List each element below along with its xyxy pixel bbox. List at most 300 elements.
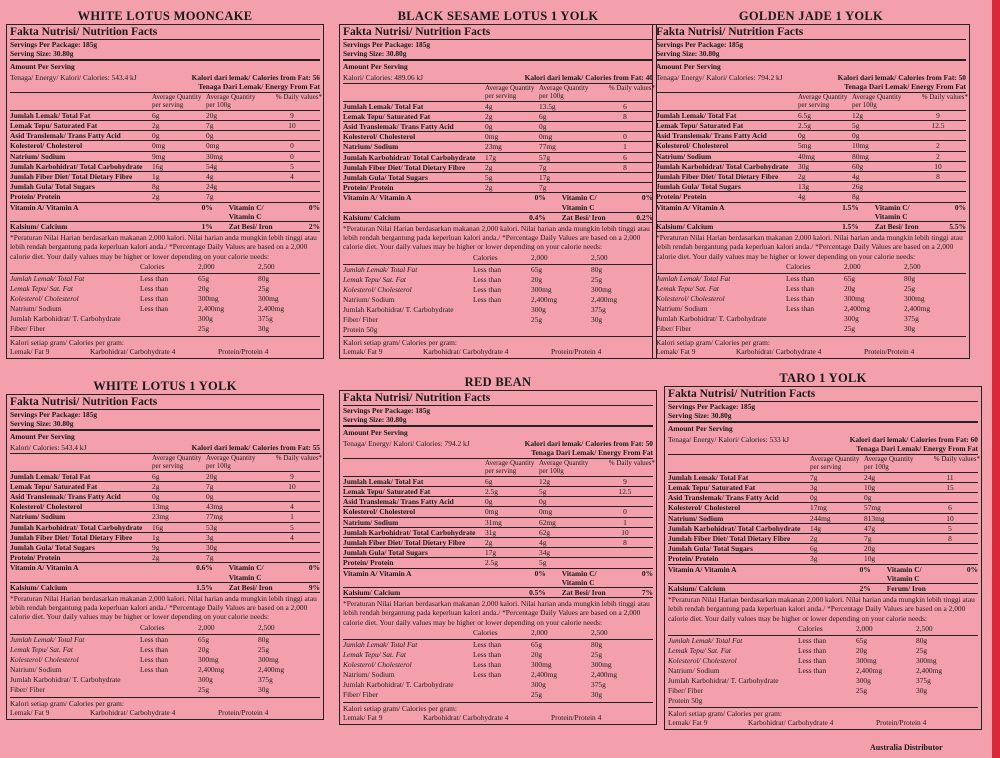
calories-per-gram-values xyxy=(10,347,320,356)
daily-table-cell: 300g xyxy=(531,304,546,314)
per-100g-value: 0g xyxy=(864,493,872,503)
nutrient-row xyxy=(343,112,653,122)
per-serving-value: 2g xyxy=(152,481,160,491)
facts-heading: Fakta Nutrisi/ Nutrition Facts xyxy=(10,26,320,40)
calories-per-gram xyxy=(343,702,653,722)
nutrient-row xyxy=(668,483,978,493)
daily-table-cell: 2,400mg xyxy=(844,303,871,313)
nutrient-row xyxy=(10,111,320,121)
iron-label: Zat Besi/ Iron xyxy=(874,222,919,232)
daily-table-cell: Lemak Tepu/ Sat. Fat xyxy=(668,645,731,655)
col-per-serving: Average Quantity per serving xyxy=(152,93,202,110)
daily-table-cell: Kolesterol/ Cholesterol xyxy=(10,654,79,664)
protein-per-gram: Protein/Protein 4 xyxy=(876,718,927,728)
serving-size: Serving Size: 30.80g xyxy=(668,411,732,421)
daily-table-head-cell xyxy=(343,628,473,638)
energy-from-fat: Tenaga Dari Lemak/ Energy From Fat xyxy=(198,81,320,91)
carb-per-gram: Karbohidrat/ Carbohydrate 4 xyxy=(736,347,822,357)
nutrient-label: Asid Translemak/ Trans Fatty Acid xyxy=(10,492,121,502)
daily-value: 5 xyxy=(290,522,294,532)
nutrient-row xyxy=(668,524,978,534)
per-serving-value: 2g xyxy=(485,183,493,193)
daily-value-note: *Peraturan Nilai Harian berdasarkan makanan 2,000 kalori. Nilai harian anda mungkin lebih tinggi atau lebih rendah bergantung pada keperluan kalori anda./ *Percentage Daily Values are based on a 2,000 calorie diet. Your daily values may be higher or lower depending on your calorie needs: xyxy=(10,233,317,261)
per-100g-value: 3g xyxy=(206,532,214,542)
daily-value: 0 xyxy=(290,151,294,161)
daily-table-cell: Less than xyxy=(473,274,502,284)
protein-extra: Protein 50g xyxy=(668,695,703,705)
daily-table-cell: 2,400mg xyxy=(258,303,285,313)
per-100g-value: 24g xyxy=(864,472,876,482)
calories-from-fat: Kalori dari lemak/ Calories from Fat: 50 xyxy=(524,438,653,448)
daily-table-cell: Jumlah Karbohidrat/ T. Carbohydrate xyxy=(343,679,454,689)
daily-table-cell: 30g xyxy=(591,314,603,324)
col-daily-value: % Daily values* xyxy=(608,459,655,468)
carb-per-gram: Karbohidrat/ Carbohydrate 4 xyxy=(423,713,509,723)
per-100g-value: 7g xyxy=(539,183,547,193)
calories-per-gram xyxy=(10,336,320,356)
nutrient-row xyxy=(343,163,653,173)
daily-table-head-cell: Calories xyxy=(140,261,165,271)
per-serving-value: 31g xyxy=(485,527,497,537)
daily-table-cell: Natrium/ Sodium xyxy=(10,664,62,674)
facts-heading: Fakta Nutrisi/ Nutrition Facts xyxy=(10,396,320,410)
daily-table-cell: 375g xyxy=(591,304,606,314)
calories-per-gram-values xyxy=(343,713,653,722)
daily-table-cell: 2,400mg xyxy=(258,664,285,674)
daily-value xyxy=(262,182,322,191)
vitamin-a-label: Vitamin A/ Vitamin A xyxy=(343,568,412,578)
daily-table-cell: Less than xyxy=(473,639,502,649)
col-per-100g: Average Quantity per 100g xyxy=(539,83,589,101)
nutrient-label: Natrium/ Sodium xyxy=(656,151,712,161)
daily-table xyxy=(10,273,320,334)
nutrient-row xyxy=(10,192,320,202)
daily-table-cell: 300mg xyxy=(258,293,279,303)
vitamin-a-value: 0% xyxy=(534,193,546,203)
per-100g-value: 10g xyxy=(864,554,876,564)
daily-table-head-cell: 2,000 xyxy=(856,623,873,633)
daily-table-cell: 375g xyxy=(916,675,931,685)
energy-from-fat: Tenaga Dari Lemak/ Energy From Fat xyxy=(844,81,966,91)
nutrient-label: Jumlah Lemak/ Total Fat xyxy=(343,101,424,111)
iron-label: Zat Besi/ Iron xyxy=(561,588,606,598)
nutrition-facts-box xyxy=(339,24,657,359)
daily-table-cell: Less than xyxy=(473,294,502,304)
daily-table-cell: 20g xyxy=(844,283,856,293)
per-serving-value: 2g xyxy=(485,111,493,121)
nutrient-row xyxy=(656,172,966,182)
daily-table-cell: 20g xyxy=(531,274,543,284)
daily-table-cell: Natrium/ Sodium xyxy=(343,294,395,304)
nutrient-row xyxy=(668,544,978,554)
calcium-value: 2% xyxy=(859,584,871,594)
daily-table-cell: 65g xyxy=(198,273,210,283)
column-header xyxy=(343,459,653,477)
daily-table-cell xyxy=(140,314,198,324)
daily-table-cell xyxy=(140,324,198,334)
nutrient-label: Kolesterol/ Cholesterol xyxy=(668,503,741,513)
daily-table-cell xyxy=(473,315,531,325)
daily-table-cell: Jumlah Karbohidrat/ T. Carbohydrate xyxy=(668,675,779,685)
daily-table-cell: 65g xyxy=(198,634,210,644)
fat-calories xyxy=(818,435,978,453)
per-100g-value: 77mg xyxy=(206,512,223,522)
nutrient-row xyxy=(10,502,320,512)
daily-value: 4 xyxy=(290,172,294,182)
daily-table-cell: 25g xyxy=(198,323,210,333)
mineral-row xyxy=(10,222,320,232)
vitamin-a-value: 1.5% xyxy=(842,202,859,212)
vitamin-c-value: 0% xyxy=(308,563,320,573)
nutrient-row xyxy=(343,507,653,517)
daily-table-cell: 2,400mg xyxy=(198,664,225,674)
red-edge-strip xyxy=(992,0,1000,758)
daily-table-head-cell: Calories xyxy=(473,252,498,262)
calcium-value: 0.5% xyxy=(529,588,546,598)
daily-value xyxy=(262,492,322,501)
iron-value: 2% xyxy=(308,222,320,232)
per-100g-value: 54g xyxy=(206,161,218,171)
mineral-row xyxy=(10,583,320,593)
panel-title: TARO 1 YOLK xyxy=(779,371,867,385)
vitamin-row xyxy=(10,203,320,222)
vitamin-row xyxy=(343,193,653,212)
panel-title: GOLDEN JADE 1 YOLK xyxy=(738,9,884,23)
nutrient-label: Natrium/ Sodium xyxy=(343,142,399,152)
nutrient-label: Jumlah Fiber Diet/ Total Dietary Fibre xyxy=(10,532,133,542)
per-100g-value: 5g xyxy=(852,121,860,131)
nutrient-label: Asid Translemak/ Trans Fatty Acid xyxy=(343,497,454,507)
calcium-label: Kalsium/ Calcium xyxy=(656,222,714,232)
daily-table-cell: 300mg xyxy=(198,293,219,303)
per-100g-value: 17g xyxy=(539,173,551,183)
daily-table-cell: 80g xyxy=(904,273,916,283)
col-per-serving: Average Quantity per serving xyxy=(810,455,860,472)
nutrient-label: Jumlah Fiber Diet/ Total Dietary Fibre xyxy=(343,538,466,548)
daily-table-cell: Less than xyxy=(473,264,502,274)
daily-table-head-cell: 2,500 xyxy=(904,261,921,271)
daily-table-cell: 300mg xyxy=(591,284,612,294)
protein-per-gram: Protein/Protein 4 xyxy=(864,347,915,357)
vitamin-c-label: Vitamin C/ Vitamin C xyxy=(886,564,922,583)
daily-table-cell: Less than xyxy=(140,283,169,293)
per-serving-value: 5mg xyxy=(798,141,812,151)
col-per-serving: Average Quantity per serving xyxy=(152,453,202,471)
daily-table-cell: Kolesterol/ Cholesterol xyxy=(10,293,79,303)
daily-table-head-cell: Calories xyxy=(786,261,811,271)
energy-calories: Kalori/ Calories: 489.06 kJ xyxy=(343,72,424,82)
per-100g-value: 7g xyxy=(206,121,214,131)
daily-table-cell xyxy=(786,324,844,334)
daily-value: 15 xyxy=(946,483,954,493)
nutrient-label: Jumlah Lemak/ Total Fat xyxy=(656,110,737,120)
nutrient-label: Jumlah Fiber Diet/ Total Dietary Fibre xyxy=(343,162,466,172)
per-serving-value: 4g xyxy=(798,192,806,202)
per-100g-value: 57mg xyxy=(864,503,881,513)
daily-value: 0 xyxy=(623,507,627,517)
daily-table xyxy=(656,273,966,334)
per-serving-value: 13mg xyxy=(152,502,169,512)
per-serving-value: 1g xyxy=(152,172,160,182)
energy-calories: Tenaga/ Energy/ Kalori/ Calories: 794.2 kJ xyxy=(343,438,470,448)
vitamin-c-value: 0% xyxy=(308,202,320,212)
nutrient-label: Jumlah Karbohidrat/ Total Carbohydrate xyxy=(10,522,143,532)
per-100g-value: 30g xyxy=(206,543,218,553)
daily-value xyxy=(595,173,655,182)
daily-table-cell: 80g xyxy=(258,273,270,283)
nutrient-row xyxy=(656,152,966,162)
per-100g-value: 0mg xyxy=(539,507,553,517)
daily-table-cell: 375g xyxy=(904,313,919,323)
divider xyxy=(668,421,978,423)
nutrient-label: Protein/ Protein xyxy=(668,554,719,564)
daily-table-head-cell: 2,500 xyxy=(258,261,275,271)
per-serving-value: 6.5g xyxy=(798,110,811,120)
daily-value: 10 xyxy=(621,527,629,537)
daily-table-cell: 80g xyxy=(591,264,603,274)
facts-heading: Fakta Nutrisi/ Nutrition Facts xyxy=(343,26,653,40)
vitamin-c-label: Vitamin C/ Vitamin C xyxy=(561,568,597,587)
col-empty xyxy=(343,84,485,101)
nutrient-row xyxy=(343,102,653,112)
col-per-100g: Average Quantity per 100g xyxy=(864,455,914,472)
per-serving-value: 0mg xyxy=(485,507,499,517)
vitamin-row xyxy=(668,565,978,584)
energy-calories: Tenaga/ Energy/ Kalori/ Calories: 533 kJ xyxy=(668,434,790,444)
daily-table-cell: 2,400mg xyxy=(916,665,943,675)
vitamin-row xyxy=(10,563,320,582)
iron-value: 5.5% xyxy=(949,222,966,232)
nutrient-row xyxy=(656,192,966,202)
fat-calories xyxy=(493,439,653,457)
column-header xyxy=(343,84,653,102)
nutrient-row xyxy=(10,472,320,482)
nutrient-label: Jumlah Gula/ Total Sugars xyxy=(10,182,95,192)
per-serving-value: 2g xyxy=(152,192,160,202)
vitamin-a-label: Vitamin A/ Vitamin A xyxy=(10,563,79,573)
per-100g-value: 80mg xyxy=(852,151,869,161)
daily-table-cell: 80g xyxy=(916,635,928,645)
daily-table-cell: 300g xyxy=(844,313,859,323)
column-header xyxy=(656,93,966,111)
divider xyxy=(343,59,653,61)
daily-value: 1 xyxy=(290,512,294,522)
daily-value: 10 xyxy=(288,121,296,131)
daily-table-cell: 25g xyxy=(916,645,928,655)
per-100g-value: 47g xyxy=(864,523,876,533)
serving-size: Serving Size: 30.80g xyxy=(343,415,407,425)
nutrient-label: Jumlah Gula/ Total Sugars xyxy=(343,548,428,558)
daily-table-cell: 300mg xyxy=(591,659,612,669)
daily-table-cell: Kolesterol/ Cholesterol xyxy=(668,655,737,665)
daily-table-cell: 25g xyxy=(904,283,916,293)
nutrition-panel xyxy=(339,374,657,725)
daily-table-cell: 2,400mg xyxy=(531,294,558,304)
per-serving-value: 17g xyxy=(485,152,497,162)
calories-from-fat: Kalori dari lemak/ Calories from Fat: 40 xyxy=(524,72,653,82)
column-header xyxy=(10,93,320,111)
daily-table-head-cell: 2,000 xyxy=(198,622,215,632)
daily-table-cell: 300mg xyxy=(258,654,279,664)
col-per-serving: Average Quantity per serving xyxy=(798,93,848,110)
nutrient-row xyxy=(668,534,978,544)
daily-value: 1 xyxy=(623,142,627,152)
energy-from-fat: Tenaga Dari Lemak/ Energy From Fat xyxy=(856,443,978,453)
nutrient-row xyxy=(343,528,653,538)
nutrient-row xyxy=(10,141,320,151)
daily-table-cell: 25g xyxy=(591,274,603,284)
nutrient-row xyxy=(656,131,966,141)
daily-table-cell: Jumlah Karbohidrat/ T. Carbohydrate xyxy=(343,304,454,314)
daily-table-cell: 300mg xyxy=(844,293,865,303)
vitamin-c-label: Vitamin C/ Vitamin C xyxy=(228,563,264,582)
fat-calories xyxy=(806,73,966,91)
calories-per-gram-values xyxy=(343,347,653,356)
daily-table xyxy=(10,634,320,695)
per-serving-value: 0g xyxy=(152,131,160,141)
daily-value xyxy=(262,131,322,140)
iron-label: Zat Besi/ Iron xyxy=(228,222,273,232)
daily-table-cell: 2,400mg xyxy=(591,294,618,304)
daily-table-cell: Less than xyxy=(140,634,169,644)
daily-table-head-cell: 2,000 xyxy=(531,627,548,637)
daily-table-cell: 25g xyxy=(258,283,270,293)
iron-label: Zat Besi/ Iron xyxy=(561,212,606,222)
daily-table-cell: 300mg xyxy=(531,284,552,294)
per-100g-value: 6g xyxy=(539,111,547,121)
per-serving-value: 2g xyxy=(152,121,160,131)
daily-table-head-cell: 2,000 xyxy=(844,261,861,271)
nutrient-row xyxy=(668,554,978,564)
nutrition-facts-box xyxy=(6,24,324,359)
divider xyxy=(343,425,653,427)
per-100g-value: 5g xyxy=(539,487,547,497)
nutrient-row xyxy=(343,142,653,152)
per-100g-value: 5g xyxy=(539,558,547,568)
daily-table-head-cell: 2,500 xyxy=(916,623,933,633)
col-daily-value: % Daily values* xyxy=(608,83,655,92)
calories-from-fat: Kalori dari lemak/ Calories from Fat: 60 xyxy=(849,434,978,444)
vitamin-a-label: Vitamin A/ Vitamin A xyxy=(656,202,725,212)
daily-value-note: *Peraturan Nilai Harian berdasarkan makanan 2,000 kalori. Nilai harian anda mungkin lebih tinggi atau lebih rendah bergantung pada keperluan kalori anda./ *Percentage Daily Values are based on a 2,000 calorie diet. Your daily values may be higher or lower depending on your calorie needs: xyxy=(668,595,975,623)
fat-per-gram: Lemak/ Fat 9 xyxy=(668,718,708,728)
nutrient-label: Jumlah Karbohidrat/ Total Carbohydrate xyxy=(10,161,143,171)
protein-per-gram: Protein/Protein 4 xyxy=(218,707,269,717)
nutrient-label: Natrium/ Sodium xyxy=(668,513,724,523)
daily-table-cell: 25g xyxy=(591,649,603,659)
per-serving-value: 9mg xyxy=(152,151,166,161)
daily-table-cell xyxy=(786,314,844,324)
daily-table-cell xyxy=(140,685,198,695)
daily-table-cell xyxy=(473,680,531,690)
facts-heading: Fakta Nutrisi/ Nutrition Facts xyxy=(668,388,978,402)
iron-label: Zat Besi/ Iron xyxy=(228,582,273,592)
nutrient-label: Kolesterol/ Cholesterol xyxy=(10,502,83,512)
col-daily-value: % Daily values* xyxy=(275,93,322,102)
nutrition-facts-box xyxy=(652,24,970,359)
daily-table-cell: Less than xyxy=(786,303,815,313)
daily-value: 6 xyxy=(623,101,627,111)
daily-table-cell: 25g xyxy=(856,685,868,695)
nutrient-label: Lemak Tepu/ Saturated Fat xyxy=(668,483,756,493)
daily-value: 4 xyxy=(290,532,294,542)
nutrient-label: Lemak Tepu/ Saturated Fat xyxy=(343,111,431,121)
per-serving-value: 13g xyxy=(798,182,810,192)
nutrient-label: Protein/ Protein xyxy=(343,558,394,568)
daily-table-head-cell xyxy=(668,624,798,634)
daily-table-cell: Fiber/ Fiber xyxy=(656,323,692,333)
daily-value: 8 xyxy=(623,538,627,548)
daily-value xyxy=(595,548,655,557)
daily-value: 9 xyxy=(623,476,627,486)
nutrient-label: Jumlah Gula/ Total Sugars xyxy=(656,182,741,192)
nutrient-label: Jumlah Gula/ Total Sugars xyxy=(343,173,428,183)
servings-per-package: Servings Per Package: 185g xyxy=(656,40,744,49)
nutrient-row xyxy=(656,182,966,192)
per-100g-value: 7g xyxy=(864,534,872,544)
daily-table xyxy=(668,635,978,696)
daily-value: 6 xyxy=(623,152,627,162)
per-100g-value: 7g xyxy=(206,192,214,202)
daily-table-cell: Kolesterol/ Cholesterol xyxy=(656,293,725,303)
amount-per-serving: Amount Per Serving xyxy=(10,62,75,72)
per-serving-value: 6g xyxy=(485,476,493,486)
daily-table-head-cell xyxy=(10,623,140,633)
panel-title: WHITE LOTUS MOONCAKE xyxy=(77,9,253,23)
calcium-label: Kalsium/ Calcium xyxy=(10,582,68,592)
mineral-row xyxy=(343,213,653,223)
per-serving-value: 14g xyxy=(810,523,822,533)
daily-table-cell xyxy=(798,676,856,686)
amount-per-serving: Amount Per Serving xyxy=(668,424,733,434)
servings-per-package: Servings Per Package: 185g xyxy=(668,402,756,411)
daily-value xyxy=(908,192,968,201)
per-100g-value: 4g xyxy=(852,172,860,182)
iron-value: 7% xyxy=(641,588,653,598)
calories-from-fat: Kalori dari lemak/ Calories from Fat: 55 xyxy=(191,442,320,452)
col-empty xyxy=(668,455,810,472)
daily-table-cell: 20g xyxy=(531,649,543,659)
carb-per-gram: Karbohidrat/ Carbohydrate 4 xyxy=(90,707,176,717)
daily-table-cell: Lemak Tepu/ Sat. Fat xyxy=(343,274,406,284)
per-serving-value: 0g xyxy=(485,122,493,132)
daily-table xyxy=(343,639,653,700)
calcium-label: Kalsium/ Calcium xyxy=(10,222,68,232)
serving-size: Serving Size: 30.80g xyxy=(10,49,74,59)
daily-table-cell: Fiber/ Fiber xyxy=(668,685,704,695)
per-serving-value: 5g xyxy=(485,173,493,183)
nutrient-label: Jumlah Karbohidrat/ Total Carbohydrate xyxy=(343,152,476,162)
per-100g-value: 813mg xyxy=(864,513,885,523)
energy-calories: Kalori/ Calories: 543.4 kJ xyxy=(10,442,87,452)
daily-value: 5 xyxy=(290,161,294,171)
daily-table-cell: Jumlah Lemak/ Total Fat xyxy=(656,273,731,283)
distributor-label: Australia Distributor xyxy=(870,743,943,752)
nutrient-row xyxy=(343,173,653,183)
nutrient-label: Kolesterol/ Cholesterol xyxy=(10,141,83,151)
daily-table-cell: Jumlah Lemak/ Total Fat xyxy=(668,635,743,645)
nutrient-label: Jumlah Fiber Diet/ Total Dietary Fibre xyxy=(656,172,779,182)
vitamin-a-value: 0% xyxy=(534,568,546,578)
daily-value xyxy=(920,554,980,563)
daily-table xyxy=(343,264,653,325)
vitamin-a-value: 0.6% xyxy=(196,563,213,573)
servings-per-package: Servings Per Package: 185g xyxy=(10,410,98,419)
nutrient-row xyxy=(343,497,653,507)
per-serving-value: 31mg xyxy=(485,517,502,527)
per-serving-value: 0g xyxy=(798,131,806,141)
calories-per-gram-label: Kalori setiap gram/ Calories per gram: xyxy=(10,698,124,708)
